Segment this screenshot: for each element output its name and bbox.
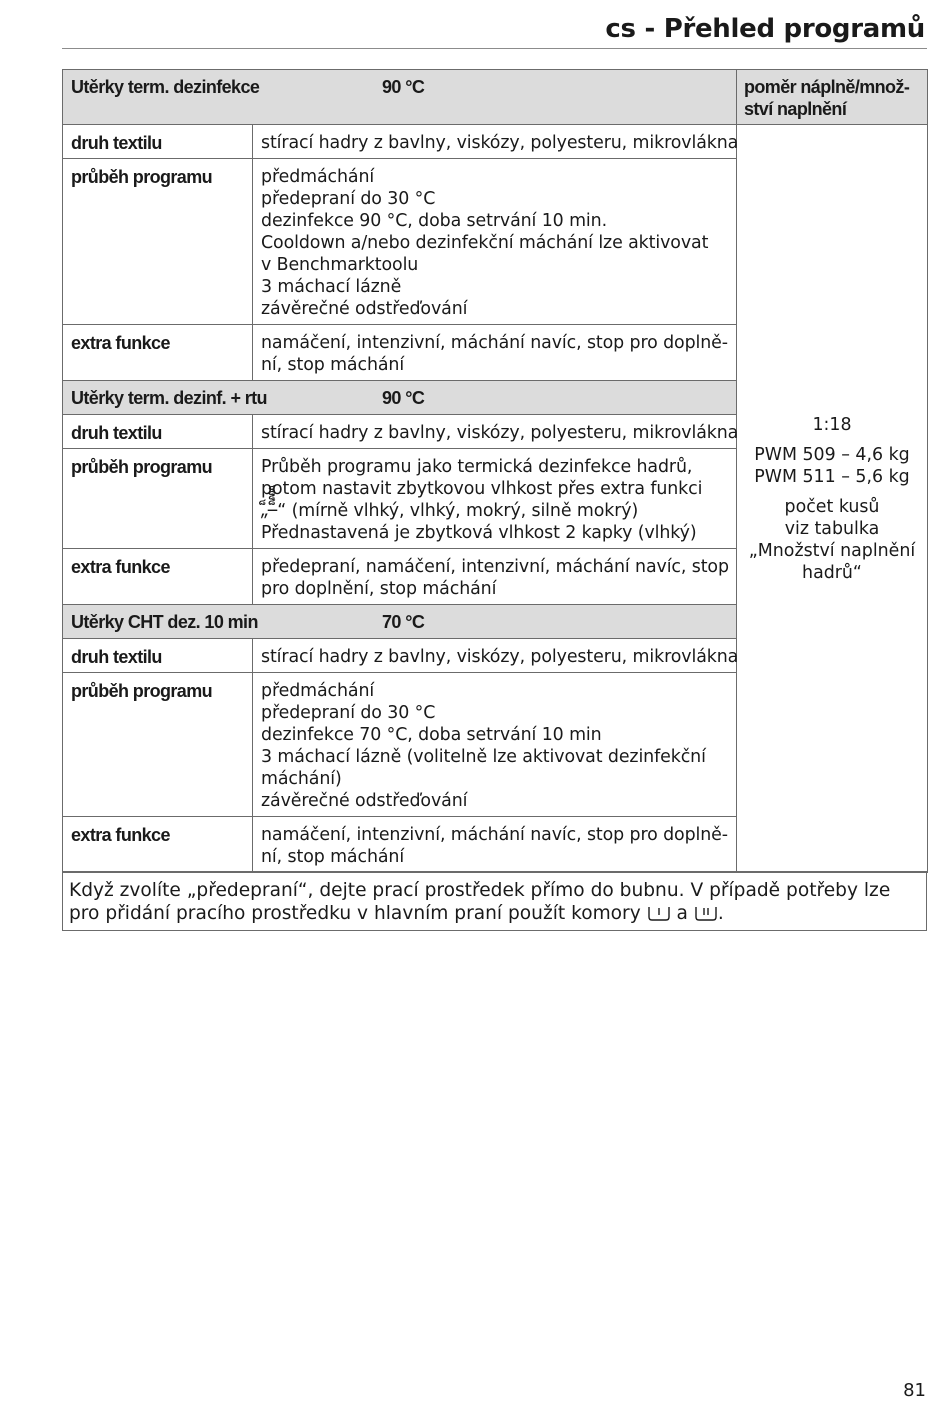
row-label: extra funkce: [63, 817, 253, 873]
row-value: [253, 673, 737, 817]
row-value-line: stírací hadry z bavlny, viskózy, polyesteru, mikrovlákna: [261, 647, 739, 667]
program-header: [64, 606, 735, 637]
row-value-line: předmáchání: [261, 167, 375, 187]
row-value-line: 3 máchací lázně (volitelně lze aktivovat dezinfekční: [261, 747, 706, 767]
program-header-row: [63, 70, 928, 125]
load-ratio: 1:18: [812, 414, 852, 435]
table-row: [63, 125, 928, 159]
note-line-2: [69, 902, 890, 925]
row-value-line: závěrečné odstřeďování: [261, 299, 468, 319]
program-header-cell: [63, 605, 737, 639]
row-value-line: Průběh programu jako termická dezinfekce hadrů,: [261, 457, 693, 477]
row-label: průběh programu: [63, 159, 253, 325]
detergent-note: [62, 871, 927, 931]
load-column-header-line: ství naplnění: [744, 99, 847, 119]
page-number: 81: [903, 1380, 926, 1401]
row-value-line: dezinfekce 90 °C, doba setrvání 10 min.: [261, 211, 607, 231]
row-value: [253, 549, 737, 605]
row-label: extra funkce: [63, 325, 253, 381]
note-line-2-end: .: [717, 903, 724, 924]
row-value-line: ní, stop máchání: [261, 355, 405, 375]
row-value: [253, 639, 737, 673]
row-value-line: dezinfekce 70 °C, doba setrvání 10 min: [261, 725, 602, 745]
load-pwm509: PWM 509 – 4,6 kg: [754, 444, 910, 465]
load-count-line: „Množství naplnění: [748, 540, 916, 561]
load-pwm511: PWM 511 – 5,6 kg: [754, 466, 910, 487]
row-value: [253, 159, 737, 325]
row-label: druh textilu: [63, 125, 253, 159]
page-header: [62, 10, 927, 49]
note-line-1: Když zvolíte „předepraní“, dejte prací prostředek přímo do bubnu. V případě potřeby lze: [69, 880, 891, 901]
note-line-2-start: pro přidání pracího prostředku v hlavním praní použít komory: [69, 903, 641, 924]
spacer: [741, 436, 923, 444]
row-label: průběh programu: [63, 449, 253, 549]
program-temperature: 90 °C: [382, 388, 425, 408]
program-name: Utěrky term. dezinfekce: [71, 77, 260, 97]
program-temperature: 90 °C: [382, 77, 425, 97]
row-value-line: máchání): [261, 769, 342, 789]
row-value-line: předepraní do 30 °C: [261, 703, 436, 723]
load-count-line: počet kusů: [784, 496, 880, 517]
row-value: [253, 325, 737, 381]
load-count-line: hadrů“: [802, 562, 862, 583]
program-header: [64, 71, 735, 102]
program-table: [62, 69, 928, 873]
row-label: druh textilu: [63, 639, 253, 673]
compartment-i-icon: [647, 905, 671, 921]
row-value-line: závěrečné odstřeďování: [261, 791, 468, 811]
row-value-line: namáčení, intenzivní, máchání navíc, stop pro doplně-: [261, 825, 728, 845]
load-column-header-line: poměr náplně/množ-: [744, 77, 910, 97]
row-value: [253, 415, 737, 449]
program-header-cell: [63, 70, 737, 125]
spacer: [741, 488, 923, 496]
row-value-line: stírací hadry z bavlny, viskózy, polyesteru, mikrovlákna: [261, 423, 739, 443]
program-header-cell: [63, 381, 737, 415]
program-temperature: 70 °C: [382, 612, 425, 632]
row-label: průběh programu: [63, 673, 253, 817]
compartment-ii-icon: [694, 905, 718, 921]
row-value-line: předepraní, namáčení, intenzivní, máchání navíc, stop: [261, 557, 729, 577]
program-name: Utěrky term. dezinf. + rtu: [71, 388, 267, 408]
row-value-line: potom nastavit zbytkovou vlhkost přes extra funkci: [261, 479, 703, 499]
row-value-line: Přednastavená je zbytková vlhkost 2 kapky (vlhký): [261, 523, 697, 543]
row-value-line: pro doplnění, stop máchání: [261, 579, 497, 599]
load-count-line: viz tabulka: [784, 518, 880, 539]
load-column-header: [737, 70, 928, 125]
row-value: [253, 125, 737, 159]
row-value-line: Cooldown a/nebo dezinfekční máchání lze aktivovat: [261, 233, 709, 253]
row-value: [253, 817, 737, 873]
row-value-line: namáčení, intenzivní, máchání navíc, stop pro doplně-: [261, 333, 728, 353]
program-header: [64, 382, 735, 413]
row-label: druh textilu: [63, 415, 253, 449]
row-value-line: „็–็็็็“ (mírně vlhký, vlhký, mokrý, silně mokrý): [261, 501, 639, 521]
row-value-line: předmáchání: [261, 681, 375, 701]
page-title: cs - Přehled programů: [605, 14, 925, 44]
program-name: Utěrky CHT dez. 10 min: [71, 612, 258, 632]
row-value-line: stírací hadry z bavlny, viskózy, polyesteru, mikrovlákna: [261, 133, 739, 153]
row-value-line: v Benchmarktoolu: [261, 255, 419, 275]
load-cell: [737, 125, 928, 873]
row-value: [253, 449, 737, 549]
row-value-line: 3 máchací lázně: [261, 277, 402, 297]
row-label: extra funkce: [63, 549, 253, 605]
row-value-line: ní, stop máchání: [261, 847, 405, 867]
note-line-2-and: a: [676, 903, 688, 924]
row-value-line: předepraní do 30 °C: [261, 189, 436, 209]
